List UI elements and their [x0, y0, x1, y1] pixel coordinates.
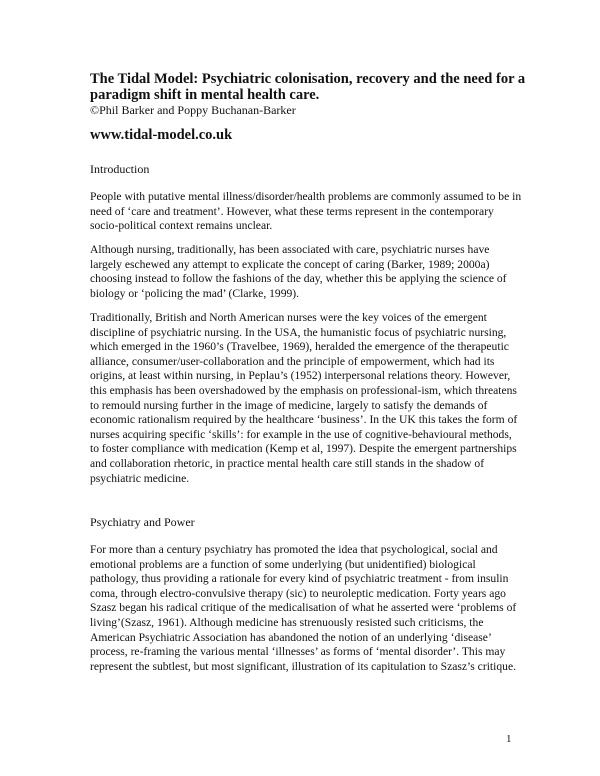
author-byline: ©Phil Barker and Poppy Buchanan-Barker: [90, 103, 296, 117]
section-heading-psychiatry-and-power: Psychiatry and Power: [90, 515, 195, 529]
paragraph: Traditionally, British and North American nurses were the key voices of the emergent discipline of psychiatric nursing. In the USA, the humanistic focus of psychiatric nursing, which emerged in the 1960’s (Travelbee, 1969), heralded the emergence of the therapeutic alliance, consumer/user-collaboration and the principle of empowerment, which had its origins, at least within nursing, in Peplau’s (1952) interpersonal relations theory. However, this emphasis has been overshadowed by the emphasis on professional-ism, which threatens to remould nursing further in the image of medicine, largely to satisfy the demands of economic rationalism required by the healthcare ‘business’. In the UK this takes the form of nurses acquiring specific ‘skills’: for example in the use of cognitive-behavioural methods, to foster compliance with medication (Kemp et al, 1997). Despite the emergent partnerships and collaboration rhetoric, in practice mental health care still stands in the shadow of psychiatric medicine.: [90, 311, 518, 485]
website-url: www.tidal-model.co.uk: [90, 127, 233, 143]
section-heading-introduction: Introduction: [90, 162, 150, 176]
paragraph: Although nursing, traditionally, has been associated with care, psychiatric nurses have largely eschewed any attempt to explicate the concept of caring (Barker, 1989; 2000a) choosing instead to follow the fashions of the day, whether this be applying the science of biology or ‘policing the mad’ (Clarke, 1999).: [90, 243, 507, 300]
paragraph: People with putative mental illness/disorder/health problems are commonly assumed to be in need of ‘care and treatment’. However, what these terms represent in the contemporary socio-political context remains unclear.: [90, 190, 522, 233]
page-number: 1: [506, 733, 512, 745]
document-title: The Tidal Model: Psychiatric colonisation, recovery and the need for a paradigm shift in mental health care.: [90, 71, 526, 103]
paragraph: For more than a century psychiatry has promoted the idea that psychological, social and emotional problems are a function of some underlying (but unidentified) biological pathology, thus providing a rationale for every kind of psychiatric treatment - from insulin coma, through electro-convulsive therapy (sic) to neuroleptic medication. Forty years ago Szasz began his radical critique of the medicalisation of what he asserted were ‘problems of living’(Szasz, 1961). Although medicine has strenuously resisted such criticisms, the American Psychiatric Association has abandoned the notion of an underlying ‘disease’ process, re-framing the various mental ‘illnesses’ as forms of ‘mental disorder’. This may represent the subtlest, but most significant, illustration of its capitulation to Szasz’s critique.: [90, 543, 517, 673]
